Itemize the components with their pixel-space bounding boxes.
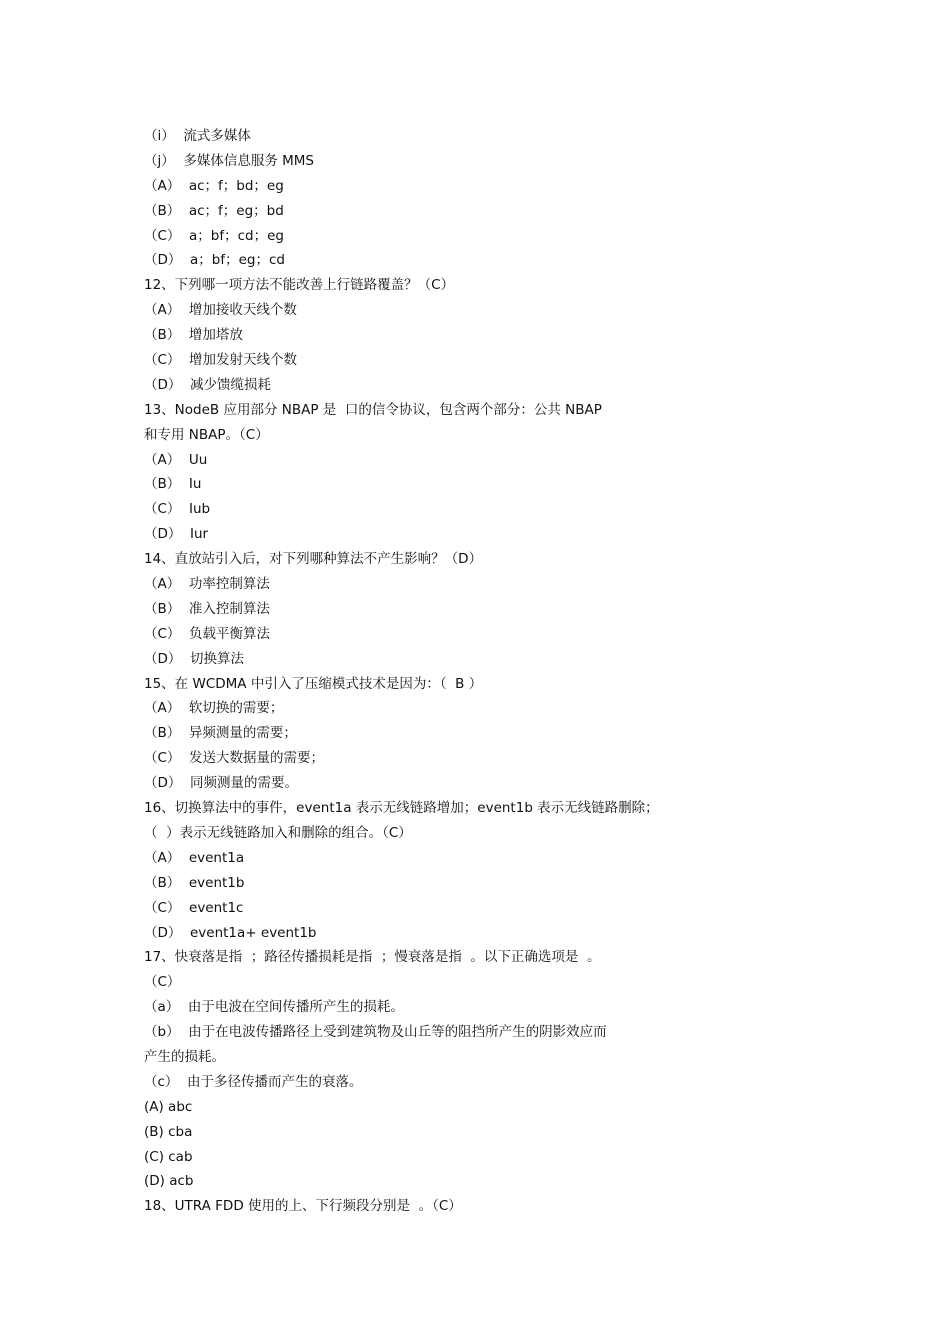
text-line: （A） 增加接收天线个数 <box>144 302 297 319</box>
text-line: （B） event1b <box>144 874 245 891</box>
text-line: (B) cba <box>144 1123 193 1140</box>
text-line: （C） a；bf；cd；eg <box>144 227 284 244</box>
text-line: （C） 增加发射天线个数 <box>144 352 298 369</box>
text-line: （A） 功率控制算法 <box>144 576 270 593</box>
text-line: （D） Iur <box>144 526 209 543</box>
question-12: 12、下列哪一项方法不能改善上行链路覆盖？（C） <box>144 277 455 294</box>
text-line: （A） 软切换的需要； <box>144 700 284 717</box>
text-line: （i） 流式多媒体 <box>144 128 251 144</box>
text-line: （b） 由于在电波传播路径上受到建筑物及山丘等的阻挡所产生的阴影效应而 <box>144 1024 607 1041</box>
text-line: （c） 由于多径传播而产生的衰落。 <box>144 1073 363 1090</box>
question-17: 17、快衰落是指 ；路径传播损耗是指 ；慢衰落是指 。以下正确选项是 。 <box>144 949 601 966</box>
text-line: （A） event1a <box>144 849 245 866</box>
text-line: （B） 准入控制算法 <box>144 600 270 617</box>
text-line: （j） 多媒体信息服务 MMS <box>144 152 314 169</box>
text-line: （C） Iub <box>144 501 211 518</box>
question-18: 18、UTRA FDD 使用的上、下行频段分别是 。（C） <box>144 1198 462 1215</box>
text-line: （B） 增加塔放 <box>144 327 243 344</box>
text-line: （D） 减少馈缆损耗 <box>144 376 271 393</box>
text-line: （a） 由于电波在空间传播所产生的损耗。 <box>144 999 404 1016</box>
text-line: (A) abc <box>144 1098 193 1115</box>
text-line: (C) cab <box>144 1148 193 1165</box>
text-line: （B） 异频测量的需要； <box>144 725 297 742</box>
text-line: (D) acb <box>144 1173 194 1190</box>
text-line: 产生的损耗。 <box>144 1048 225 1065</box>
text-line: （D） 同频测量的需要。 <box>144 775 298 792</box>
text-line: 和专用 NBAP。（C） <box>144 426 269 443</box>
text-line: （A） ac；f；bd；eg <box>144 177 284 194</box>
text-line: （D） a；bf；eg；cd <box>144 252 285 269</box>
text-line: （B） Iu <box>144 476 202 493</box>
question-13: 13、NodeB 应用部分 NBAP 是 口的信令协议，包含两个部分：公共 NBAP <box>144 401 602 418</box>
text-line: （C） 负载平衡算法 <box>144 625 271 642</box>
text-line: （C） event1c <box>144 899 244 916</box>
question-14: 14、直放站引入后，对下列哪种算法不产生影响？（D） <box>144 551 483 568</box>
question-16: 16、切换算法中的事件，event1a 表示无线链路增加；event1b 表示无线链路删除； <box>144 800 659 817</box>
text-line: （D） 切换算法 <box>144 650 244 667</box>
document-page <box>144 124 824 1219</box>
text-line: （C） 发送大数据量的需要； <box>144 750 325 767</box>
text-line: （ ）表示无线链路加入和删除的组合。（C） <box>144 824 412 841</box>
text-line: （A） Uu <box>144 451 208 468</box>
question-15: 15、在 WCDMA 中引入了压缩模式技术是因为：（ B ） <box>144 675 483 692</box>
text-line: （D） event1a+ event1b <box>144 924 317 941</box>
text-line: （B） ac；f；eg；bd <box>144 202 284 219</box>
text-line: （C） <box>144 974 181 991</box>
